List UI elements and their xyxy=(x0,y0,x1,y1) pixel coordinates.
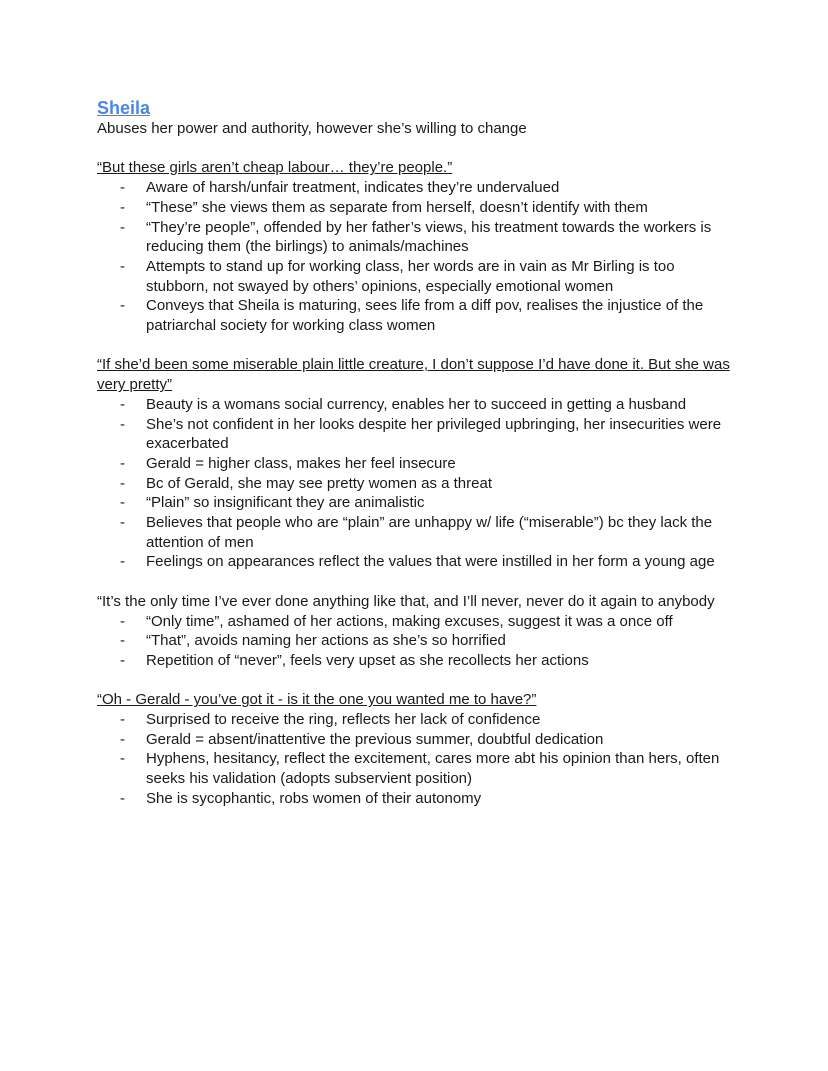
quote-heading: “Oh - Gerald - you’ve got it - is it the one you wanted me to have?” xyxy=(97,691,537,709)
bullet-dash: - xyxy=(120,789,125,807)
analysis-point-text: Attempts to stand up for working class, her words are in vain as Mr Birling is too stubborn, not swayed by others’ opinions, especially emotional women xyxy=(146,257,675,295)
quote-heading: “It’s the only time I’ve ever done anything like that, and I’ll never, never do it again to anybody xyxy=(97,592,715,610)
analysis-point xyxy=(97,612,733,632)
bullet-dash: - xyxy=(120,632,125,650)
document-page xyxy=(97,97,733,809)
analysis-point-text: Gerald = higher class, makes her feel insecure xyxy=(146,454,456,472)
analysis-point xyxy=(97,257,733,296)
analysis-point-text: Surprised to receive the ring, reflects her lack of confidence xyxy=(146,711,541,729)
analysis-point-text: She is sycophantic, robs women of their autonomy xyxy=(146,789,482,807)
analysis-point-text: “Plain” so insignificant they are animalistic xyxy=(146,494,425,512)
bullet-dash: - xyxy=(120,651,125,669)
analysis-point xyxy=(97,415,733,454)
analysis-point xyxy=(97,218,733,257)
analysis-point-text: Bc of Gerald, she may see pretty women as a threat xyxy=(146,474,492,492)
analysis-point-text: “That”, avoids naming her actions as she’s so horrified xyxy=(146,632,506,650)
quote-section xyxy=(97,690,733,808)
quote-heading: “If she’d been some miserable plain little creature, I don’t suppose I’d have done it. But she was very pretty” xyxy=(97,356,730,394)
analysis-point xyxy=(97,198,733,218)
analysis-point-text: Believes that people who are “plain” are unhappy w/ life (“miserable”) bc they lack the attention of men xyxy=(146,514,713,551)
bullet-dash: - xyxy=(120,179,125,197)
bullet-dash: - xyxy=(120,474,125,492)
analysis-point xyxy=(97,454,733,474)
analysis-point-text: Gerald = absent/inattentive the previous summer, doubtful dedication xyxy=(146,730,604,748)
analysis-point xyxy=(97,513,733,552)
analysis-point-text: She’s not confident in her looks despite her privileged upbringing, her insecurities were exacerbated xyxy=(146,415,722,453)
bullet-dash: - xyxy=(120,514,125,532)
quote-sections xyxy=(97,158,733,808)
quote-section xyxy=(97,158,733,335)
analysis-point-text: Hyphens, hesitancy, reflect the excitement, cares more abt his opinion than hers, often seeks his validation (adopts subservient position) xyxy=(146,750,720,788)
quote-section xyxy=(97,355,733,572)
analysis-point xyxy=(97,296,733,335)
document-title: Sheila xyxy=(97,98,151,118)
analysis-point xyxy=(97,178,733,198)
bullet-dash: - xyxy=(120,494,125,512)
analysis-point-text: Repetition of “never”, feels very upset as she recollects her actions xyxy=(146,651,589,669)
bullet-dash: - xyxy=(120,454,125,472)
analysis-point xyxy=(97,631,733,651)
analysis-list xyxy=(97,612,733,671)
analysis-point-text: “Only time”, ashamed of her actions, making excuses, suggest it was a once off xyxy=(146,612,673,630)
analysis-point xyxy=(97,493,733,513)
analysis-point xyxy=(97,749,733,788)
bullet-dash: - xyxy=(120,711,125,729)
bullet-dash: - xyxy=(120,612,125,630)
quote-section xyxy=(97,592,733,671)
analysis-point xyxy=(97,552,733,572)
analysis-point xyxy=(97,710,733,730)
analysis-point-text: Feelings on appearances reflect the values that were instilled in her form a young age xyxy=(146,553,715,571)
analysis-point xyxy=(97,789,733,809)
character-summary: Abuses her power and authority, however she’s willing to change xyxy=(97,120,527,137)
bullet-dash: - xyxy=(120,415,125,433)
bullet-dash: - xyxy=(120,395,125,413)
bullet-dash: - xyxy=(120,218,125,236)
analysis-point xyxy=(97,651,733,671)
analysis-point-text: Beauty is a womans social currency, enables her to succeed in getting a husband xyxy=(146,395,687,413)
analysis-list xyxy=(97,710,733,809)
analysis-point xyxy=(97,395,733,415)
bullet-dash: - xyxy=(120,730,125,748)
analysis-list xyxy=(97,178,733,336)
analysis-point-text: Aware of harsh/unfair treatment, indicates they’re undervalued xyxy=(146,179,560,197)
bullet-dash: - xyxy=(120,750,125,768)
bullet-dash: - xyxy=(120,257,125,275)
analysis-point xyxy=(97,474,733,494)
bullet-dash: - xyxy=(120,297,125,315)
analysis-point xyxy=(97,730,733,750)
bullet-dash: - xyxy=(120,198,125,216)
analysis-point-text: “They’re people”, offended by her father’s views, his treatment towards the workers is reducing them (the birlings) to animals/machines xyxy=(146,218,712,256)
quote-heading: “But these girls aren’t cheap labour… they’re people.” xyxy=(97,159,453,177)
bullet-dash: - xyxy=(120,553,125,571)
analysis-point-text: “These” she views them as separate from herself, doesn’t identify with them xyxy=(146,198,648,216)
analysis-point-text: Conveys that Sheila is maturing, sees life from a diff pov, realises the injustice of the patriarchal society for working class women xyxy=(146,297,704,335)
analysis-list xyxy=(97,395,733,572)
